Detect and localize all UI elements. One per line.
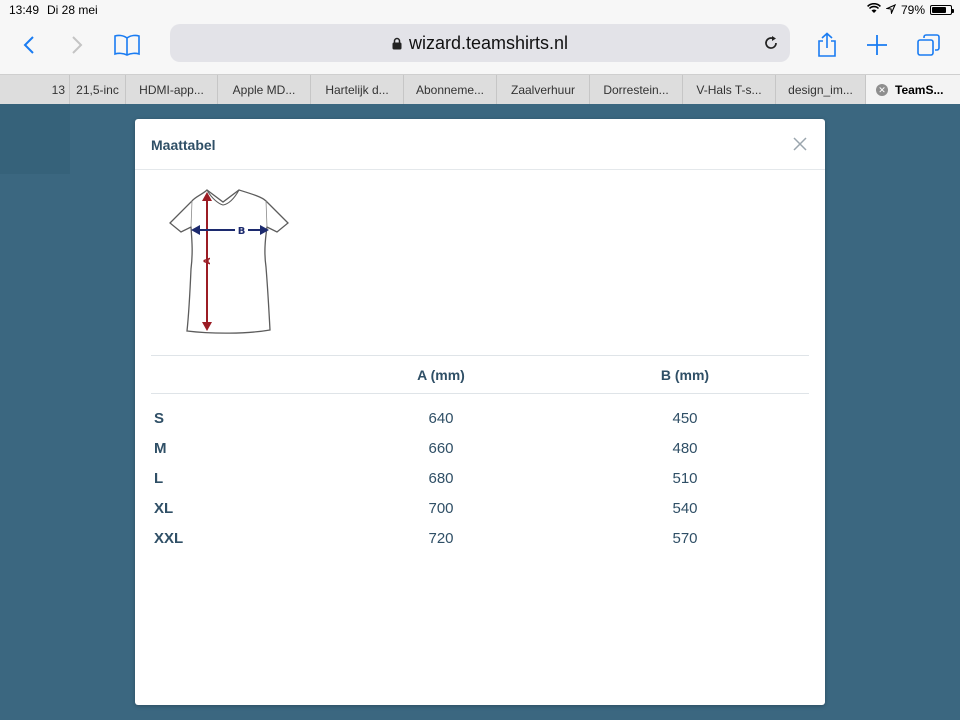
tab-label: Hartelijk d...: [325, 83, 389, 97]
size-cell: S: [154, 410, 165, 428]
tab-label: Abonneme...: [415, 83, 485, 97]
tab[interactable]: [218, 75, 311, 105]
tab[interactable]: [404, 75, 497, 105]
size-cell: M: [154, 440, 167, 457]
a-value-cell: 660: [428, 440, 454, 457]
b-value-cell: 510: [672, 470, 698, 487]
tab[interactable]: [311, 75, 404, 105]
tab-label: 21,5-inc: [76, 83, 119, 97]
backdrop-block: [0, 104, 70, 174]
modal-title: Maattabel: [151, 137, 216, 153]
a-value-cell: 700: [428, 500, 454, 517]
tab-label: TeamS...: [895, 83, 944, 97]
status-right: [867, 3, 952, 17]
table-row: [151, 524, 809, 554]
table-header: A (mm): [321, 356, 561, 394]
modal-header: [135, 119, 825, 170]
tshirt-icon: [167, 187, 291, 337]
new-tab-icon[interactable]: [860, 30, 894, 60]
tab-label: Dorrestein...: [603, 83, 669, 97]
url-text: wizard.teamshirts.nl: [408, 32, 569, 53]
back-icon[interactable]: [12, 30, 46, 60]
table-row: [151, 434, 809, 464]
tab[interactable]: [776, 75, 866, 105]
b-value-cell: 480: [672, 440, 698, 457]
a-value-cell: 720: [428, 530, 454, 547]
wifi-icon: [867, 3, 881, 17]
tshirt-measurement-diagram: [167, 187, 291, 337]
tab-label: HDMI-app...: [139, 83, 204, 97]
tab-strip: [0, 74, 960, 104]
lock-icon: [392, 37, 402, 50]
size-table: [151, 355, 809, 554]
tab-label: design_im...: [788, 83, 853, 97]
tab-active[interactable]: [866, 75, 960, 105]
a-value-cell: 680: [428, 470, 454, 487]
tab[interactable]: [683, 75, 776, 105]
size-cell: XXL: [154, 530, 184, 547]
status-time: 13:49: [9, 3, 40, 17]
address-bar[interactable]: [170, 24, 790, 62]
location-icon: [886, 3, 896, 17]
tab[interactable]: [126, 75, 218, 105]
a-value-cell: 640: [428, 410, 454, 428]
size-cell: L: [154, 470, 164, 487]
b-value-cell: 450: [672, 410, 698, 428]
b-value-cell: 540: [672, 500, 698, 517]
tabs-icon[interactable]: [912, 30, 946, 60]
close-tab-icon[interactable]: ✕: [876, 84, 888, 96]
table-row: [151, 394, 809, 434]
tab[interactable]: [0, 75, 70, 105]
table-header: B (mm): [561, 356, 809, 394]
table-row: [151, 494, 809, 524]
bookmarks-icon[interactable]: [110, 30, 144, 60]
status-date: Di 28 mei: [47, 3, 98, 17]
table-row: [151, 464, 809, 494]
battery-icon: [930, 5, 952, 15]
reload-icon[interactable]: [760, 32, 782, 54]
status-bar: [0, 0, 960, 20]
measure-a-label: A: [203, 257, 213, 265]
b-value-cell: 570: [672, 530, 698, 547]
size-cell: XL: [154, 500, 174, 517]
battery-percentage: 79%: [900, 3, 925, 17]
tab[interactable]: [70, 75, 126, 105]
tab-label: Apple MD...: [232, 83, 296, 97]
tab-label: V-Hals T-s...: [696, 83, 762, 97]
table-header: [151, 356, 321, 394]
forward-icon[interactable]: [60, 30, 94, 60]
tab-label: Zaalverhuur: [510, 83, 576, 97]
tab[interactable]: [590, 75, 683, 105]
browser-toolbar: [0, 20, 960, 74]
size-chart-modal: [135, 119, 825, 705]
tab[interactable]: [497, 75, 590, 105]
close-icon[interactable]: [793, 137, 807, 151]
share-icon[interactable]: [810, 30, 844, 60]
table-header-row: [151, 356, 809, 394]
measure-b-label: B: [237, 226, 246, 237]
tab-label: 13: [51, 83, 65, 97]
